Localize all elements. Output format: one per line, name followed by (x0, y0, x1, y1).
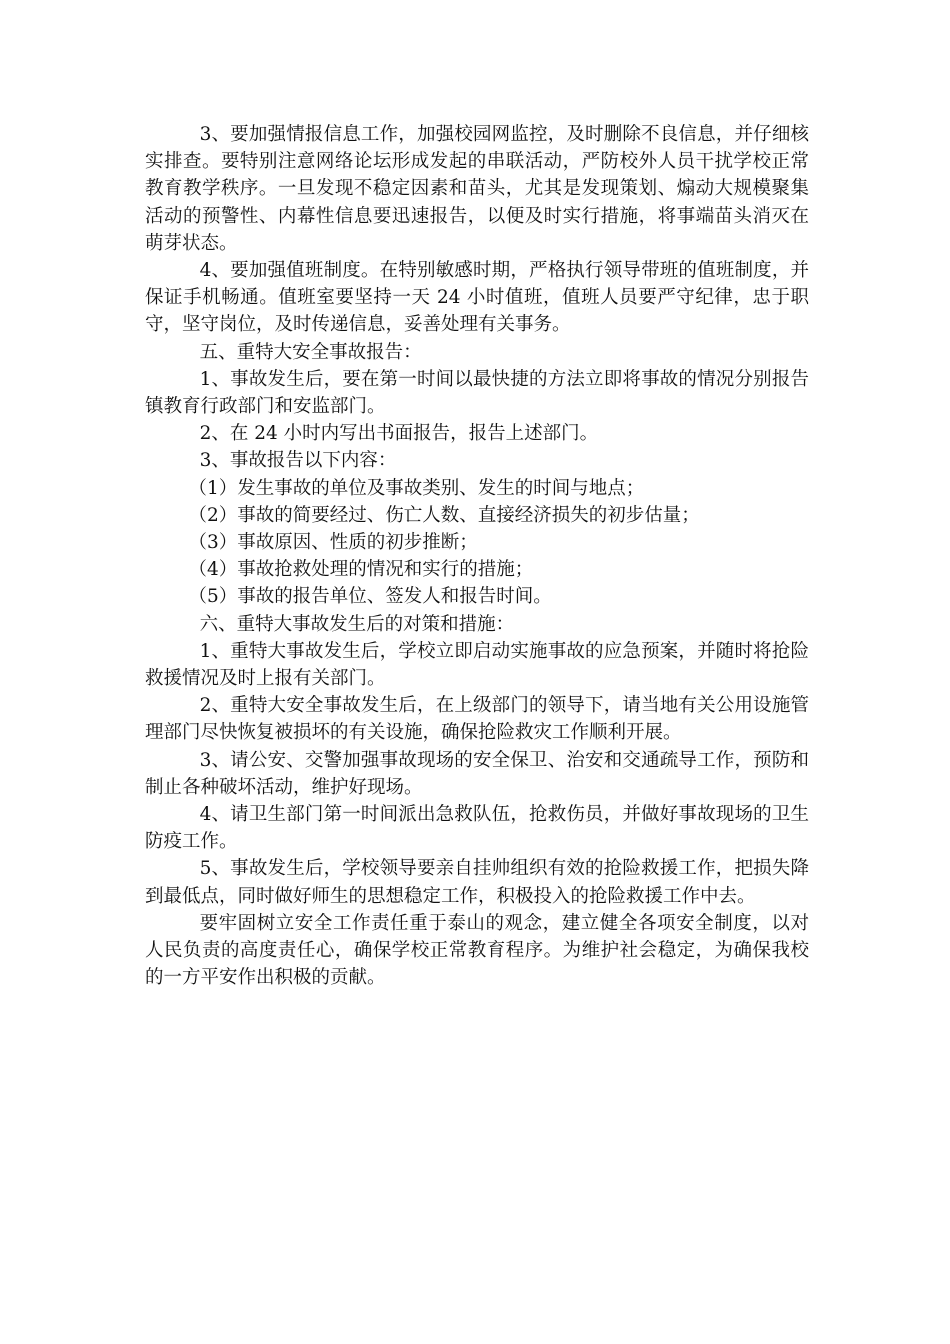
paragraph-duty-system: 4、要加强值班制度。在特别敏感时期，严格执行领导带班的值班制度，并保证手机畅通。值班室要坚持一天 24 小时值班，值班人员要严守纪律，忠于职守，坚守岗位，及时传递信息，妥善处理有关事务。 (145, 260, 809, 336)
section-heading-countermeasures: 六、重特大事故发生后的对策和措施： (199, 613, 515, 635)
paragraph-conclusion: 要牢固树立安全工作责任重于泰山的观念，建立健全各项安全制度，以对人民负责的高度责任心，确保学校正常教育程序。为维护社会稳定，为确保我校的一方平安作出积极的贡献。 (145, 912, 809, 989)
paragraph-measure-1: 1、重特大事故发生后，学校立即启动实施事故的应急预案，并随时将抢险救援情况及时上报有关部门。 (145, 640, 809, 690)
list-item-report-content-4: （4）事故抢救处理的情况和实行的措施； (188, 559, 534, 581)
list-item-report-content-5: （5）事故的报告单位、签发人和报告时间。 (188, 586, 552, 608)
paragraph-report-3: 3、事故报告以下内容： (199, 450, 397, 472)
paragraph-measure-2: 2、重特大安全事故发生后，在上级部门的领导下，请当地有关公用设施管理部门尽快恢复被损坏的有关设施，确保抢险救灾工作顺利开展。 (145, 695, 809, 744)
paragraph-intel-work: 3、要加强情报信息工作，加强校园网监控，及时删除不良信息，并仔细核实排查。要特别注意网络论坛形成发起的串联活动，严防校外人员干扰学校正常教育教学秩序。一旦发现不稳定因素和苗头，尤其是发现策划、煽动大规模聚集活动的预警性、内幕性信息要迅速报告，以便及时实行措施，将事端苗头消灭在萌芽状态。 (145, 124, 809, 254)
paragraph-report-2: 2、在 24 小时内写出书面报告，报告上述部门。 (199, 423, 599, 445)
paragraph-measure-4: 4、请卫生部门第一时间派出急救队伍，抢救伤员，并做好事故现场的卫生防疫工作。 (145, 804, 809, 853)
list-item-report-content-1: （1）发生事故的单位及事故类别、发生的时间与地点； (188, 477, 645, 499)
list-item-report-content-2: （2）事故的简要经过、伤亡人数、直接经济损失的初步估量； (188, 504, 700, 526)
paragraph-report-1: 1、事故发生后，要在第一时间以最快捷的方法立即将事故的情况分别报告镇教育行政部门和安监部门。 (145, 368, 809, 418)
section-heading-accident-report: 五、重特大安全事故报告： (199, 341, 422, 363)
paragraph-measure-3: 3、请公安、交警加强事故现场的安全保卫、治安和交通疏导工作，预防和制止各种破坏活动，维护好现场。 (145, 749, 809, 798)
paragraph-measure-5: 5、事故发生后，学校领导要亲自挂帅组织有效的抢险救援工作，把损失降到最低点，同时做好师生的思想稳定工作，积极投入的抢险救援工作中去。 (145, 858, 809, 907)
list-item-report-content-3: （3）事故原因、性质的初步推断； (188, 532, 478, 554)
document-body (145, 121, 809, 992)
